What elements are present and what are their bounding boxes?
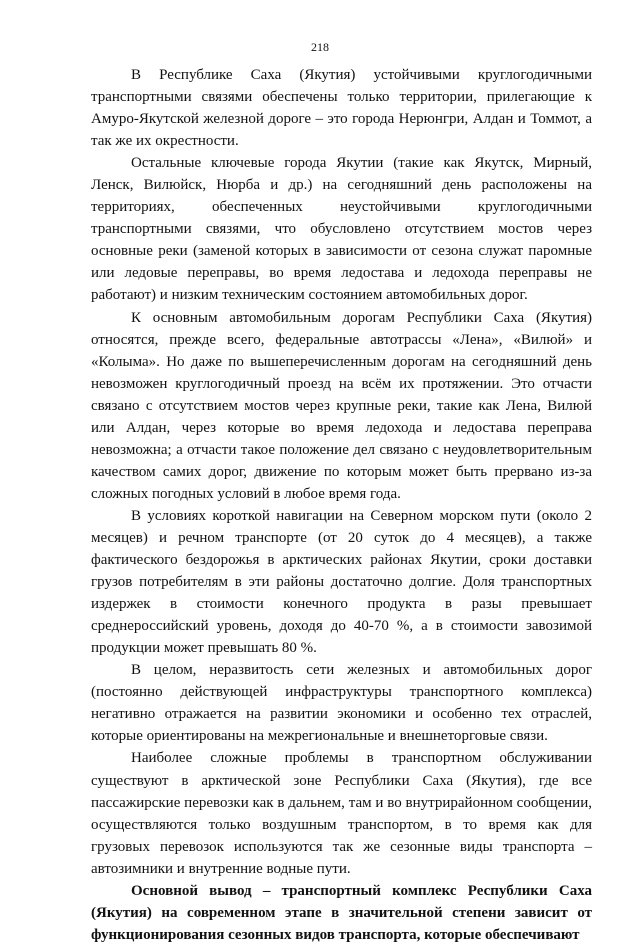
paragraph-conclusion: Основной вывод – транспортный комплекс Республики Саха (Якутия) на современном этапе в значительной степени зависит от функционирования сезонных видов транспорта, которые обеспечивают [91,882,592,943]
paragraph-infrastructure: В целом, неразвитость сети железных и автомобильных дорог (постоянно действующей инфраструктуры транспортного комплекса) негативно отражается на развитии экономики и особенно тех отраслей, которые ориентированы на межрегиональные и внешнеторговые связи. [91,662,592,745]
paragraph-key-cities: Остальные ключевые города Якутии (такие как Якутск, Мирный, Ленск, Вилюйск, Нюрба и др.) на сегодняшний день расположены на территориях, обеспеченных неустойчивыми круглогодичными транспортными связями, что обусловлено отсутствием мостов через основные реки (заменой которых в зависимости от сезона служат паромные или ледовые переправы, во время ледостава и ледохода переправы не работают) и низким техническим состоянием автомобильных дорог. [91,155,592,304]
page-number: 218 [311,40,329,54]
body-text [91,64,592,946]
paragraph-transport-links: В Республике Саха (Якутия) устойчивыми круглогодичными транспортными связями обеспечены только территории, прилегающие к Амуро-Якутской железной дороге – это города Нерюнгри, Алдан и Томмот, а так же их окрестности. [91,67,592,150]
paragraph-navigation: В условиях короткой навигации на Северном морском пути (около 2 месяцев) и речном транспорте (от 20 суток до 4 месяцев), а также фактического бездорожья в арктических районах Якутии, сроки доставки грузов потребителям в эти районы достаточно долгие. Доля транспортных издержек в стоимости конечного продукта в разы превышает среднероссийский уровень, доходя до 40-70 %, а в стоимости завозимой продукции может превышать 80 %. [91,507,592,657]
paragraph-main-roads: К основным автомобильным дорогам Республики Саха (Якутия) относятся, прежде всего, федеральные автотрассы «Лена», «Вилюй» и «Колыма». Но даже по вышеперечисленным дорогам на сегодняшний день невозможен круглогодичный проезд на всём их протяжении. Это отчасти связано с отсутствием мостов через крупные реки, такие как Лена, Вилюй или Алдан, через которые во время ледохода и ледостава переправа невозможна; а отчасти такое положение дел связано с неудовлетворительным качеством самих дорог, движение по которым может быть прервано из-за сложных погодных условий в любое время года. [91,309,592,502]
paragraph-arctic-zone: Наиболее сложные проблемы в транспортном обслуживании существуют в арктической зоне Республики Саха (Якутия), где все пассажирские перевозки как в дальнем, там и во внутрирайонном сообщении, осуществляются только воздушным транспортом, в то время как для грузовых перевозок используются так же сезонные виды транспорта – автозимники и внутренние водные пути. [91,750,592,877]
